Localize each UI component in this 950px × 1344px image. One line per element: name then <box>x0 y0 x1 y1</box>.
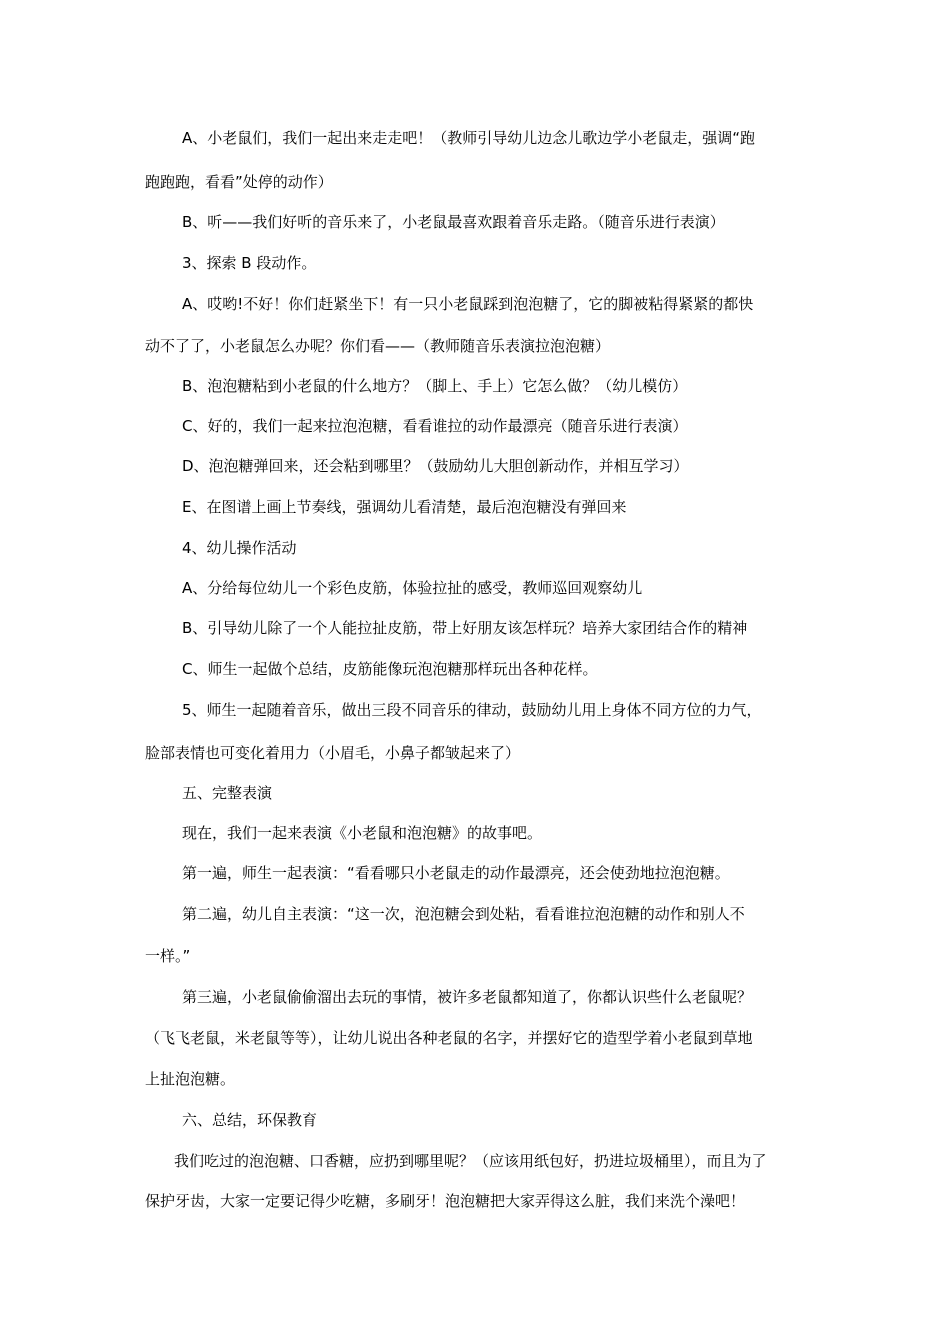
paragraph-line-b-music: B、听——我们好听的音乐来了，小老鼠最喜欢跟着音乐走路。（随音乐进行表演） <box>182 213 725 231</box>
paragraph-line-now: 现在，我们一起来表演《小老鼠和泡泡糖》的故事吧。 <box>182 824 543 842</box>
paragraph-line-third-cont: （飞飞老鼠，米老鼠等等），让幼儿说出各种老鼠的名字，并摆好它的造型学着小老鼠到草地 <box>145 1029 753 1047</box>
paragraph-line-a-oops-cont: 动不了了，小老鼠怎么办呢？你们看——（教师随音乐表演拉泡泡糖） <box>145 337 611 355</box>
section-heading-5: 5、师生一起随着音乐，做出三段不同音乐的律动，鼓励幼儿用上身体不同方位的力气， <box>182 701 762 719</box>
paragraph-line-third: 第三遍，小老鼠偷偷溜出去玩的事情，被许多老鼠都知道了，你都认识些什么老鼠呢？ <box>182 988 753 1006</box>
paragraph-line-gum: 我们吃过的泡泡糖、口香糖，应扔到哪里呢？（应该用纸包好，扔进垃圾桶里），而且为了 <box>174 1152 767 1170</box>
paragraph-line-c-summary: C、师生一起做个总结，皮筋能像玩泡泡糖那样玩出各种花样。 <box>182 660 598 678</box>
section-heading-summary: 六、总结，环保教育 <box>182 1111 318 1129</box>
paragraph-line-second: 第二遍，幼儿自主表演：“这一次，泡泡糖会到处粘，看看谁拉泡泡糖的动作和别人不 <box>182 905 745 923</box>
paragraph-line-5-cont: 脸部表情也可变化着用力（小眉毛，小鼻子都皱起来了） <box>145 744 521 762</box>
paragraph-line-first: 第一遍，师生一起表演：“看看哪只小老鼠走的动作最漂亮，还会使劲地拉泡泡糖。 <box>182 864 730 882</box>
paragraph-line-a-walk: A、小老鼠们，我们一起出来走走吧！（教师引导幼儿边念儿歌边学小老鼠走，强调“跑 <box>182 129 756 147</box>
section-heading-3: 3、探索 B 段动作。 <box>182 254 317 272</box>
paragraph-line-a-rubber: A、分给每位幼儿一个彩色皮筋，体验拉扯的感受，教师巡回观察幼儿 <box>182 579 643 597</box>
paragraph-line-b-where: B、泡泡糖粘到小老鼠的什么地方？（脚上、手上）它怎么做？（幼儿模仿） <box>182 377 688 395</box>
paragraph-line-second-cont: 一样。” <box>145 947 191 965</box>
section-heading-perform: 五、完整表演 <box>182 784 273 802</box>
paragraph-line-third-end: 上扯泡泡糖。 <box>145 1070 236 1088</box>
paragraph-line-gum-cont: 保护牙齿，大家一定要记得少吃糖，多刷牙！泡泡糖把大家弄得这么脏，我们来洗个澡吧！ <box>145 1192 746 1210</box>
paragraph-line-e-rhythm: E、在图谱上画上节奏线，强调幼儿看清楚，最后泡泡糖没有弹回来 <box>182 498 627 516</box>
paragraph-line-d-bounce: D、泡泡糖弹回来，还会粘到哪里？（鼓励幼儿大胆创新动作，并相互学习） <box>182 457 689 475</box>
paragraph-line-a-oops: A、哎哟!不好！你们赶紧坐下！有一只小老鼠踩到泡泡糖了，它的脚被粘得紧紧的都快 <box>182 295 754 313</box>
section-heading-4: 4、幼儿操作活动 <box>182 539 297 557</box>
paragraph-line-b-friends: B、引导幼儿除了一个人能拉扯皮筋，带上好朋友该怎样玩？培养大家团结合作的精神 <box>182 619 748 637</box>
paragraph-line-a-walk-cont: 跑跑跑，看看”处停的动作） <box>145 173 333 191</box>
paragraph-line-c-pull: C、好的，我们一起来拉泡泡糖，看看谁拉的动作最漂亮（随音乐进行表演） <box>182 417 688 435</box>
